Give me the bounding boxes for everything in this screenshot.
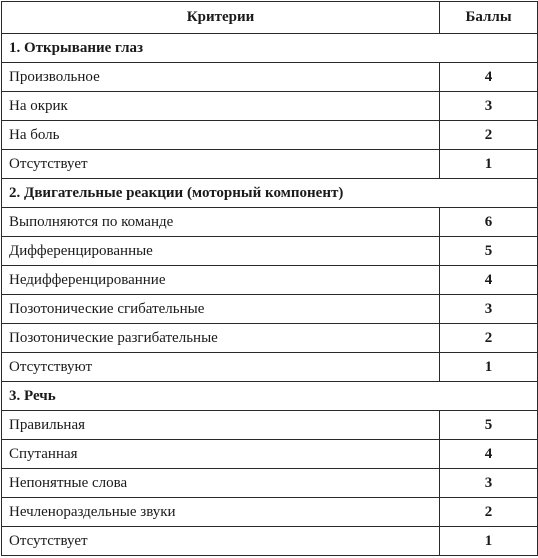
table-row <box>2 498 538 527</box>
score-value: 6 <box>440 208 538 237</box>
table-row <box>2 295 538 324</box>
criterion-label: На окрик <box>2 92 440 121</box>
score-value: 2 <box>440 498 538 527</box>
table-row <box>2 324 538 353</box>
criterion-label: Произвольное <box>2 63 440 92</box>
criterion-label: Дифференцированные <box>2 237 440 266</box>
score-value: 5 <box>440 237 538 266</box>
table-row <box>2 208 538 237</box>
criterion-label: Выполняются по команде <box>2 208 440 237</box>
score-value: 1 <box>440 353 538 382</box>
score-value: 3 <box>440 469 538 498</box>
table-row <box>2 469 538 498</box>
criterion-label: Отсутствуют <box>2 353 440 382</box>
criterion-label: На боль <box>2 121 440 150</box>
score-value: 1 <box>440 150 538 179</box>
criteria-header: Критерии <box>2 2 440 34</box>
points-header: Баллы <box>440 2 538 34</box>
score-value: 3 <box>440 92 538 121</box>
criterion-label: Нечленораздельные звуки <box>2 498 440 527</box>
table-row <box>2 411 538 440</box>
score-value: 5 <box>440 411 538 440</box>
table-row <box>2 150 538 179</box>
table-row <box>2 527 538 556</box>
table-row <box>2 353 538 382</box>
criterion-label: Спутанная <box>2 440 440 469</box>
criterion-label: Правильная <box>2 411 440 440</box>
criterion-label: Отсутствует <box>2 527 440 556</box>
section-title: 3. Речь <box>2 382 538 411</box>
score-value: 2 <box>440 121 538 150</box>
score-value: 4 <box>440 63 538 92</box>
criterion-label: Позотонические разгибательные <box>2 324 440 353</box>
criterion-label: Непонятные слова <box>2 469 440 498</box>
table-row <box>2 266 538 295</box>
table-row <box>2 92 538 121</box>
table-row <box>2 121 538 150</box>
criterion-label: Позотонические сгибательные <box>2 295 440 324</box>
score-value: 3 <box>440 295 538 324</box>
score-value: 4 <box>440 266 538 295</box>
table-row <box>2 440 538 469</box>
table-row <box>2 63 538 92</box>
score-value: 1 <box>440 527 538 556</box>
section-row <box>2 382 538 411</box>
section-row <box>2 179 538 208</box>
section-title: 2. Двигательные реакции (моторный компонент) <box>2 179 538 208</box>
section-title: 1. Открывание глаз <box>2 34 538 63</box>
criterion-label: Недифференцированние <box>2 266 440 295</box>
score-value: 4 <box>440 440 538 469</box>
criterion-label: Отсутствует <box>2 150 440 179</box>
score-value: 2 <box>440 324 538 353</box>
table-row <box>2 237 538 266</box>
header-row <box>2 2 538 34</box>
section-row <box>2 34 538 63</box>
glasgow-scale-table <box>1 1 538 556</box>
